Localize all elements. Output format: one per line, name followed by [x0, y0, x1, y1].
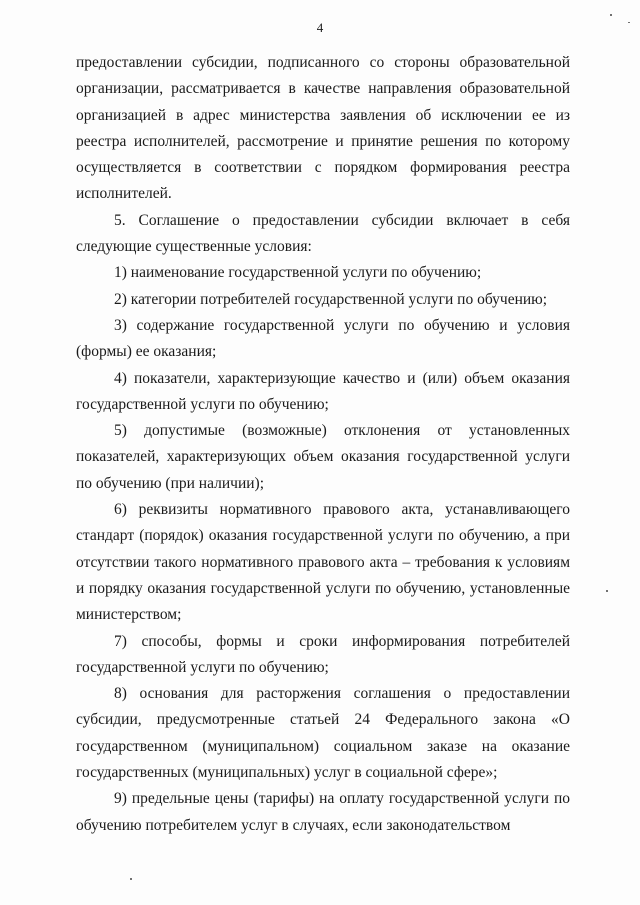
scan-speck — [610, 14, 612, 16]
list-item-5: 5) допустимые (возможные) отклонения от установленных показателей, характеризующих объем оказания государственной услуги по обучению (при наличии); — [76, 422, 570, 492]
list-item-2: 2) категории потребителей государственной услуги по обучению; — [114, 290, 548, 308]
scan-speck — [606, 590, 608, 592]
paragraph-continuation: предоставлении субсидии, подписанного со стороны образовательной организации, рассматривается в качестве направления образовательной организацией в адрес министерства заявления об исключении ее из реестра исполнителей, рассмотрение и принятие решения по которому осуществляется в соответствии с порядком формирования реестра исполнителей. — [76, 54, 570, 203]
scan-speck — [628, 22, 630, 23]
list-item-3: 3) содержание государственной услуги по обучению и условия (формы) ее оказания; — [76, 316, 570, 361]
list-item-8: 8) основания для расторжения соглашения о предоставлении субсидии, предусмотренные статьей 24 Федерального закона «О государственном (муниципальном) социальном заказе на оказание государственных (муниципальных) услуг в социальной сфере»; — [76, 685, 570, 782]
list-item-4: 4) показатели, характеризующие качество и (или) объем оказания государственной услуги по обучению; — [76, 369, 570, 413]
list-item-7: 7) способы, формы и сроки информирования потребителей государственной услуги по обучению; — [76, 632, 570, 676]
list-item-6: 6) реквизиты нормативного правового акта, устанавливающего стандарт (порядок) оказания государственной услуги по обучению, а при отсутствии такого нормативного правового акта – требования к условиям и порядку оказания государственной услуги по обучению, установленные министерством; — [76, 501, 570, 624]
list-item-9: 9) предельные цены (тарифы) на оплату государственной услуги по обучению потребителем услуг в случаях, если законодательством — [76, 790, 570, 834]
page-number: 4 — [316, 20, 324, 35]
scan-speck — [130, 878, 132, 880]
list-item-1: 1) наименование государственной услуги по обучению; — [114, 264, 482, 282]
paragraph-clause-5: 5. Соглашение о предоставлении субсидии включает в себя следующие существенные условия: — [76, 211, 570, 256]
document-body — [76, 50, 570, 839]
